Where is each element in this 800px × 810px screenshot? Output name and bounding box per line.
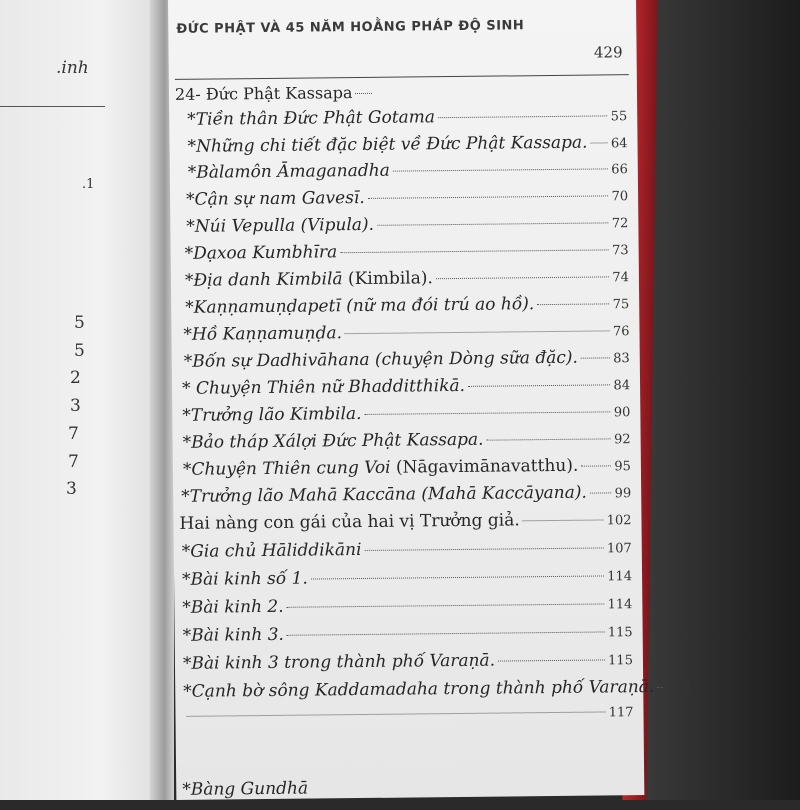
toc-entry xyxy=(182,778,382,810)
toc-entry-title: *Hồ Kaṇṇamuṇḍa. xyxy=(183,323,343,345)
dot-leader xyxy=(591,142,608,143)
dot-leader xyxy=(581,357,610,358)
toc-entry-title: *Núi Vepulla (Vipula). xyxy=(186,214,375,237)
toc-entry-title: *Tiền thân Đức Phật Gotama xyxy=(187,107,436,130)
page-number: 429 xyxy=(593,43,623,62)
toc-entry-title: 24- Đức Phật Kassapa xyxy=(174,83,353,104)
toc-entry-title: *Địa danh Kimbilā (Kimbila). xyxy=(184,268,433,291)
dot-leader xyxy=(581,465,611,466)
left-page-fragment: .1 xyxy=(82,177,95,192)
toc-entry-page: 74 xyxy=(612,270,630,286)
dot-leader xyxy=(498,659,605,661)
toc-entry-page: 70 xyxy=(611,189,629,205)
dot-leader xyxy=(438,115,608,118)
left-page-rule xyxy=(0,106,105,107)
dot-leader xyxy=(345,330,610,334)
left-page-fragment: 2 xyxy=(70,368,81,388)
left-page-fragment: 7 xyxy=(68,424,79,444)
toc-entry-title: *Bài kinh 2. xyxy=(182,596,284,618)
left-page-fragment: 5 xyxy=(74,313,85,333)
right-page xyxy=(168,0,692,800)
toc-entry-title: *Trưởng lão Kimbila. xyxy=(182,403,362,426)
toc-entry-title: *Cạnh bờ sông Kaddamadaha trong thành phố Varaṇā. xyxy=(183,676,655,702)
left-page xyxy=(0,0,168,800)
dot-leader xyxy=(365,547,604,551)
toc-entry-page: 95 xyxy=(614,459,631,475)
dot-leader xyxy=(287,603,605,607)
toc-entry-title: Hai nàng con gái của hai vị Trưởng giả. xyxy=(179,510,520,534)
dot-leader xyxy=(368,195,609,199)
toc-entry-title: *Cận sự nam Gavesī. xyxy=(185,187,365,210)
toc-entry-title: *Chuyện Thiên cung Voi (Nāgavimānavatthu). xyxy=(182,455,579,480)
toc-entry-page: 84 xyxy=(613,378,631,394)
left-page-fragment: 7 xyxy=(68,452,79,472)
header-rule xyxy=(175,74,629,80)
left-page-fragment: 3 xyxy=(66,479,77,499)
running-head: ĐỨC PHẬT VÀ 45 NĂM HOẰNG PHÁP ĐỘ SINH xyxy=(176,18,525,37)
toc-entry-title: *Bàlamôn Āmaganadha xyxy=(187,160,390,183)
dot-leader xyxy=(287,631,605,635)
toc-entry-page: 116 xyxy=(666,680,692,696)
dot-leader xyxy=(365,411,611,415)
toc-entry-page: 115 xyxy=(607,625,633,641)
dot-leader xyxy=(487,438,612,440)
dot-leader xyxy=(340,249,609,253)
toc-entry-page: 99 xyxy=(614,486,632,502)
dot-leader xyxy=(537,303,609,305)
toc-entry-page: 115 xyxy=(608,653,634,669)
toc-entry-page: 72 xyxy=(611,216,629,232)
dot-leader xyxy=(657,687,663,688)
toc-entry-title: *Bài kinh số 1. xyxy=(181,568,308,590)
toc-entry-page: 90 xyxy=(613,405,631,421)
toc-entry-title: *Kaṇṇamuṇḍapetī (nữ ma đói trú ao hồ). xyxy=(185,294,535,318)
toc-entry-page: 76 xyxy=(612,324,630,340)
dot-leader xyxy=(355,93,372,94)
toc-entry-page: 117 xyxy=(608,705,634,721)
left-page-fragment: 3 xyxy=(70,396,81,416)
dot-leader xyxy=(311,575,604,579)
toc-entry-title: *Bốn sự Dadhivāhana (chuyện Dòng sữa đặc). xyxy=(183,347,578,372)
toc-entry-title: *Bàng Gundhā xyxy=(182,778,309,800)
toc-entry-page: 107 xyxy=(606,541,632,557)
toc-entry-page: 102 xyxy=(606,513,632,529)
toc-entry-title: * Chuyện Thiên nữ Bhadditthikā. xyxy=(181,375,466,399)
toc-entry-page: 83 xyxy=(613,351,630,367)
toc-entry-page: 75 xyxy=(612,297,630,313)
toc-entry-title: *Những chi tiết đặc biệt về Đức Phật Kassapa. xyxy=(187,132,588,157)
toc-entry xyxy=(183,705,633,740)
toc-entry-page: 66 xyxy=(611,162,628,178)
dot-leader xyxy=(468,384,611,386)
toc-entry-page: 114 xyxy=(607,597,633,613)
left-page-fragment: .inh xyxy=(56,58,89,78)
toc-entry-title: *Gia chủ Hāliddikāni xyxy=(181,540,362,562)
background-surface xyxy=(640,0,800,800)
toc-entry-page: 64 xyxy=(610,136,628,152)
left-page-fragment: 5 xyxy=(74,341,85,361)
dot-leader xyxy=(590,492,612,493)
dot-leader xyxy=(393,168,608,171)
toc-entry-title: *Bảo tháp Xálợi Đức Phật Kassapa. xyxy=(182,429,484,453)
toc-entry-page: 55 xyxy=(610,109,628,125)
toc-entry-page: 92 xyxy=(614,432,631,448)
toc-entry-title: *Trưởng lão Mahā Kaccāna (Mahā Kaccāyana). xyxy=(181,482,587,507)
dot-leader xyxy=(436,276,610,279)
toc-entry-title: *Dạxoa Kumbhīra xyxy=(184,242,338,264)
toc-entry-page: 114 xyxy=(607,569,633,585)
dot-leader xyxy=(377,222,609,225)
toc-entry-title: *Bài kinh 3 trong thành phố Varaṇā. xyxy=(182,650,496,674)
dot-leader xyxy=(186,711,605,716)
toc-entry-title: *Bài kinh 3. xyxy=(182,624,284,646)
toc-entry-page: 73 xyxy=(612,243,629,259)
dot-leader xyxy=(523,519,604,521)
